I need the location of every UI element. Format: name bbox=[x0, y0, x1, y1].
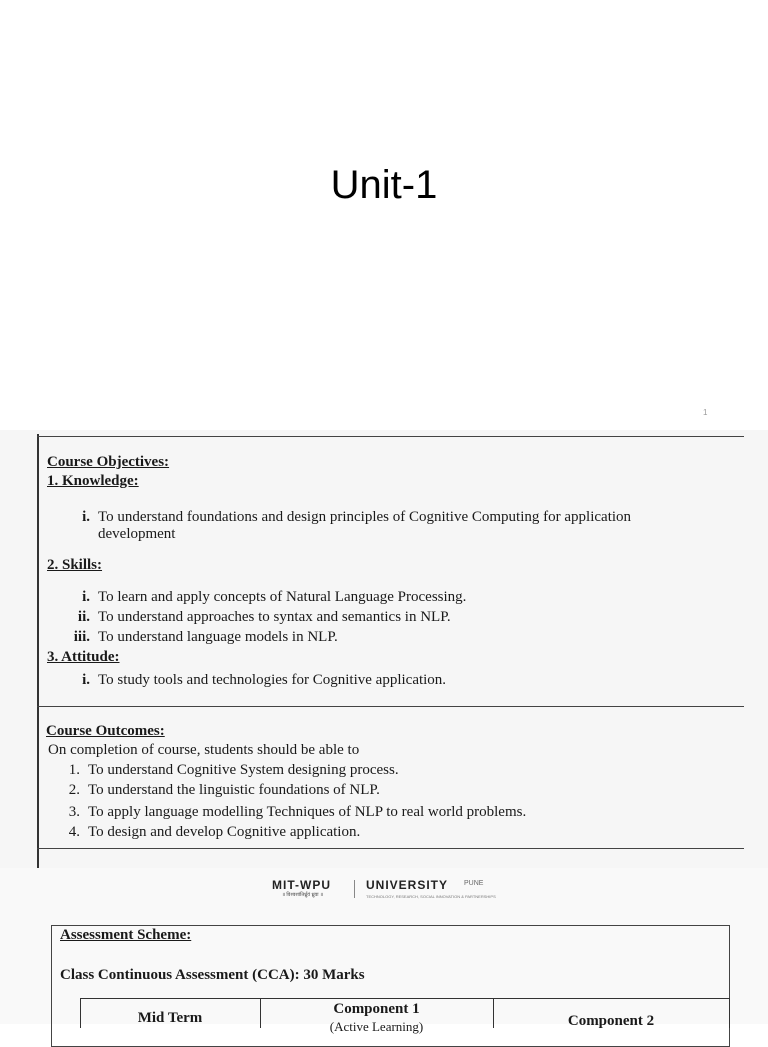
list-marker: i. bbox=[82, 509, 90, 525]
scanned-objectives-outcomes bbox=[0, 430, 768, 868]
list-marker: 2. bbox=[68, 782, 80, 798]
list-item bbox=[62, 509, 631, 526]
list-text: To learn and apply concepts of Natural Language Processing. bbox=[98, 589, 467, 605]
list-text: To understand the linguistic foundations of NLP. bbox=[88, 782, 380, 798]
list-marker: i. bbox=[82, 589, 90, 605]
assessment-heading bbox=[60, 927, 191, 944]
logo-divider bbox=[354, 880, 355, 898]
list-item bbox=[62, 589, 466, 606]
list-item bbox=[62, 782, 380, 799]
slide-title: Unit-1 bbox=[330, 163, 438, 207]
list-item bbox=[62, 762, 399, 779]
list-item bbox=[62, 824, 360, 841]
list-marker: iii. bbox=[73, 629, 90, 645]
divider-rule bbox=[37, 706, 744, 707]
outcomes-intro: On completion of course, students should be able to bbox=[48, 742, 360, 758]
list-marker: 4. bbox=[68, 824, 80, 840]
list-marker: 1. bbox=[68, 762, 80, 778]
knowledge-heading-text: 1. Knowledge: bbox=[47, 473, 139, 489]
bottom-rule bbox=[37, 848, 744, 849]
left-margin-line bbox=[37, 434, 39, 868]
table-header-component2: Component 2 bbox=[567, 1013, 655, 1029]
assessment-heading-text: Assessment Scheme: bbox=[60, 927, 192, 943]
attitude-heading: 3. Attitude: bbox=[47, 649, 120, 665]
cca-heading: Class Continuous Assessment (CCA): 30 Marks bbox=[60, 967, 365, 983]
list-item bbox=[62, 804, 526, 821]
list-text: To understand language models in NLP. bbox=[98, 629, 338, 645]
logo-pune-text: PUNE bbox=[464, 880, 484, 887]
table-header-midterm: Mid Term bbox=[137, 1010, 203, 1026]
logo-left-text: MIT-WPU bbox=[272, 878, 331, 892]
objectives-heading: Course Objectives: bbox=[47, 454, 170, 470]
list-text: To apply language modelling Techniques of NLP to real world problems. bbox=[88, 804, 527, 820]
skills-heading: 2. Skills: bbox=[47, 557, 103, 573]
table-header-component1-sub: (Active Learning) bbox=[329, 1019, 424, 1034]
list-item-continued: development bbox=[98, 526, 176, 542]
list-marker: ii. bbox=[77, 609, 90, 625]
logo-right-text: UNIVERSITY bbox=[366, 878, 449, 892]
list-text: To study tools and technologies for Cognitive application. bbox=[98, 672, 447, 688]
list-marker: 3. bbox=[68, 804, 80, 820]
list-item bbox=[62, 609, 451, 626]
list-marker: i. bbox=[82, 672, 90, 688]
logo-left-subtext: ॥ विश्वशांतिर्ध्रुवं ध्रुवा ॥ bbox=[282, 892, 323, 898]
top-rule bbox=[37, 436, 744, 437]
page-number: 1 bbox=[703, 408, 708, 417]
table-header-component1: Component 1 bbox=[333, 1001, 420, 1017]
list-text: To understand foundations and design principles of Cognitive Computing for application bbox=[98, 509, 632, 525]
list-text: To understand Cognitive System designing process. bbox=[88, 762, 399, 778]
list-item bbox=[62, 629, 338, 646]
logo-right-subtext: TECHNOLOGY, RESEARCH, SOCIAL INNOVATION & PARTNERSHIPS bbox=[366, 894, 496, 899]
outcomes-heading: Course Outcomes: bbox=[46, 723, 165, 739]
list-text: To understand approaches to syntax and semantics in NLP. bbox=[98, 609, 451, 625]
list-item bbox=[62, 672, 446, 689]
list-text: To design and develop Cognitive application. bbox=[88, 824, 361, 840]
knowledge-heading bbox=[47, 473, 139, 490]
